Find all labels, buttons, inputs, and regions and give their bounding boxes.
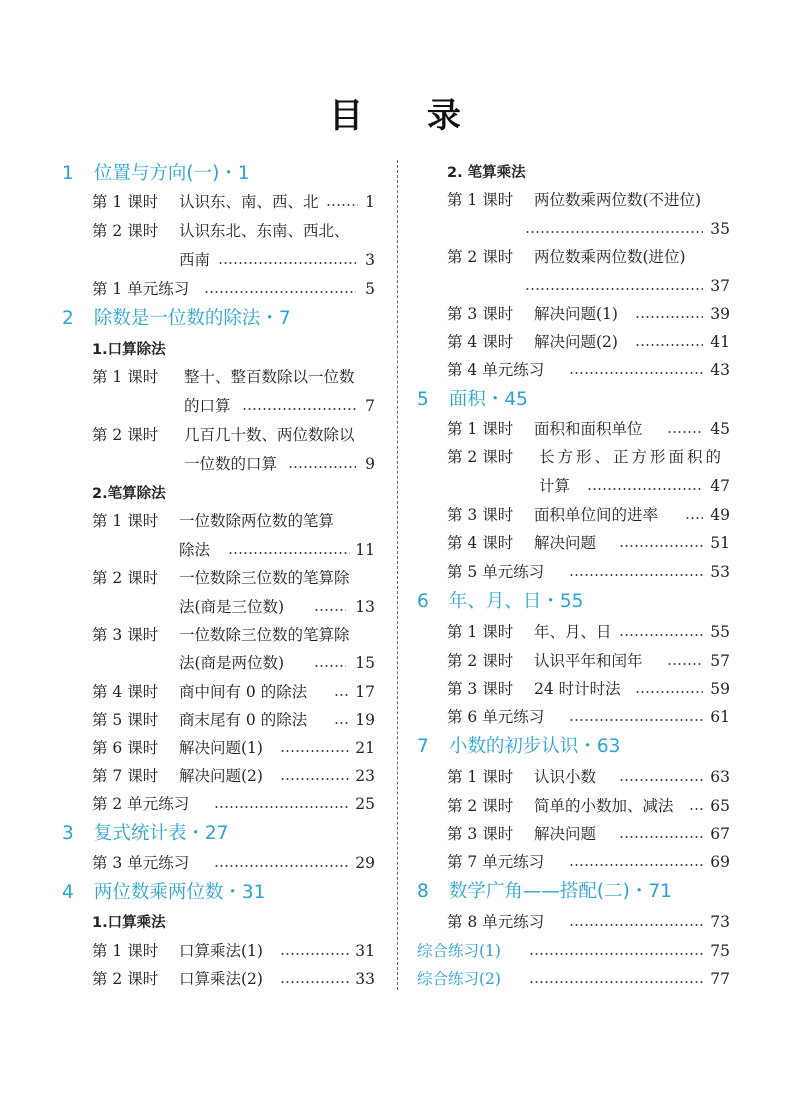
toc-entry-review[interactable] xyxy=(417,940,730,962)
toc-entry[interactable] xyxy=(92,709,375,731)
lesson-label: 第 4 课时 xyxy=(447,333,514,351)
lesson-title: 的口算 xyxy=(184,397,231,415)
leader-dots xyxy=(280,778,350,780)
toc-entry[interactable] xyxy=(92,567,375,589)
exercise-title: 第 6 单元练习 xyxy=(447,708,545,726)
toc-entry[interactable] xyxy=(447,911,730,933)
leader-dots xyxy=(529,981,703,983)
page-number: 75 xyxy=(710,942,730,960)
page-number: 7 xyxy=(365,397,375,415)
toc-entry[interactable] xyxy=(447,678,730,700)
lesson-title: 口算乘法(2) xyxy=(179,970,263,988)
toc-entry[interactable] xyxy=(447,650,730,672)
leader-dots xyxy=(635,691,703,693)
unit-number: 3 xyxy=(62,823,74,844)
lesson-title: 面积单位间的进率 xyxy=(534,506,659,524)
unit-5-heading[interactable] xyxy=(417,388,528,412)
leader-dots xyxy=(569,574,703,576)
page-title: 目 录 xyxy=(329,96,487,136)
toc-entry[interactable] xyxy=(447,621,730,643)
lesson-label: 第 3 课时 xyxy=(447,825,514,843)
toc-entry[interactable] xyxy=(92,737,375,759)
lesson-title: 认识东北、东南、西北、 xyxy=(179,222,350,240)
page-number: 47 xyxy=(710,477,730,495)
page-number: 59 xyxy=(710,680,730,698)
toc-entry[interactable] xyxy=(92,278,375,300)
lesson-label: 第 5 课时 xyxy=(92,711,159,729)
lesson-label: 第 7 课时 xyxy=(92,767,159,785)
page-number: 31 xyxy=(355,942,375,960)
lesson-label: 第 2 课时 xyxy=(447,248,514,266)
leader-dots xyxy=(288,466,356,468)
toc-entry[interactable] xyxy=(447,331,730,353)
toc-entry[interactable] xyxy=(447,246,730,268)
column-divider xyxy=(397,160,398,990)
page-number: 5 xyxy=(365,280,375,298)
unit-number: 4 xyxy=(62,882,74,903)
lesson-title: 几百几十数、两位数除以 xyxy=(184,426,355,444)
lesson-label: 第 1 课时 xyxy=(447,768,514,786)
lesson-title: 一位数除三位数的笔算除 xyxy=(179,569,350,587)
lesson-title: 简单的小数加、减法 xyxy=(534,797,674,815)
exercise-title: 第 1 单元练习 xyxy=(92,280,190,298)
section-heading: 2.笔算除法 xyxy=(92,486,166,502)
unit-title: 年、月、日・55 xyxy=(448,591,584,612)
lesson-title: 认识小数 xyxy=(534,768,597,786)
leader-dots xyxy=(619,634,703,636)
page-number: 3 xyxy=(365,251,375,269)
toc-entry[interactable] xyxy=(92,510,375,532)
lesson-title: 24 时计时法 xyxy=(534,680,621,698)
leader-dots xyxy=(242,408,356,410)
page-number: 19 xyxy=(355,711,375,729)
unit-title: 除数是一位数的除法・7 xyxy=(93,308,291,329)
toc-entry[interactable] xyxy=(92,191,375,213)
leader-dots xyxy=(204,291,356,293)
leader-dots xyxy=(280,953,350,955)
leader-dots xyxy=(667,663,703,665)
unit-number: 6 xyxy=(417,591,429,612)
unit-8-heading[interactable] xyxy=(417,880,672,904)
page-number: 33 xyxy=(355,970,375,988)
lesson-title: 面积和面积单位 xyxy=(534,420,643,438)
page-number: 57 xyxy=(710,652,730,670)
page-number: 73 xyxy=(710,913,730,931)
page-number: 25 xyxy=(355,795,375,813)
leader-dots xyxy=(334,722,348,724)
lesson-title: 解决问题(1) xyxy=(534,305,618,323)
lesson-title: 解决问题(2) xyxy=(534,333,618,351)
toc-entry[interactable] xyxy=(447,418,730,440)
lesson-title: 解决问题 xyxy=(534,534,597,552)
leader-dots xyxy=(334,694,348,696)
unit-number: 1 xyxy=(62,163,74,184)
leader-dots xyxy=(619,779,703,781)
toc-entry-review[interactable] xyxy=(417,968,730,990)
toc-entry[interactable] xyxy=(447,561,730,583)
leader-dots xyxy=(569,372,703,374)
lesson-label: 第 2 课时 xyxy=(92,970,159,988)
toc-entry[interactable] xyxy=(447,766,730,788)
unit-title: 位置与方向(一)・1 xyxy=(93,163,250,184)
leader-dots xyxy=(314,609,346,611)
leader-dots xyxy=(218,262,356,264)
toc-entry[interactable] xyxy=(92,681,375,703)
lesson-title: 解决问题(1) xyxy=(179,739,263,757)
lesson-label: 第 2 课时 xyxy=(92,426,159,444)
lesson-title: 法(商是三位数) xyxy=(179,598,285,616)
exercise-title: 第 7 单元练习 xyxy=(447,853,545,871)
page-number: 13 xyxy=(355,598,375,616)
page-number: 37 xyxy=(710,277,730,295)
toc-entry[interactable] xyxy=(447,851,730,873)
leader-dots xyxy=(228,552,350,554)
leader-dots xyxy=(280,750,350,752)
section-heading: 2. 笔算乘法 xyxy=(447,165,526,181)
lesson-title: 整十、整百数除以一位数 xyxy=(184,368,355,386)
lesson-label: 第 3 课时 xyxy=(92,626,159,644)
lesson-label: 第 1 课时 xyxy=(447,420,514,438)
lesson-label: 第 2 课时 xyxy=(447,797,514,815)
exercise-title: 第 8 单元练习 xyxy=(447,913,545,931)
lesson-title: 一位数除两位数的笔算 xyxy=(179,512,335,530)
lesson-label: 第 6 课时 xyxy=(92,739,159,757)
lesson-title: 解决问题(2) xyxy=(179,767,263,785)
leader-dots xyxy=(214,806,350,808)
page-number: 41 xyxy=(710,333,730,351)
leader-dots xyxy=(525,288,703,290)
lesson-label: 第 3 课时 xyxy=(447,506,514,524)
lesson-label: 第 1 课时 xyxy=(92,368,159,386)
page-number: 49 xyxy=(710,506,730,524)
leader-dots xyxy=(619,836,703,838)
lesson-title: 解决问题 xyxy=(534,825,597,843)
toc-entry[interactable] xyxy=(447,189,730,211)
page-number: 67 xyxy=(710,825,730,843)
review-title: 综合练习(2) xyxy=(417,970,501,988)
page-number: 63 xyxy=(710,768,730,786)
page-number: 23 xyxy=(355,767,375,785)
lesson-label: 第 3 课时 xyxy=(447,680,514,698)
toc-entry[interactable] xyxy=(92,220,375,242)
review-title: 综合练习(1) xyxy=(417,942,501,960)
toc-entry[interactable] xyxy=(447,823,730,845)
lesson-title: 长方形、正方形面积的 xyxy=(539,448,725,466)
lesson-label: 第 2 课时 xyxy=(92,222,159,240)
unit-number: 7 xyxy=(417,736,429,757)
section-heading: 1.口算除法 xyxy=(92,342,166,358)
leader-dots xyxy=(569,924,703,926)
unit-3-heading[interactable] xyxy=(62,822,228,846)
page-number: 39 xyxy=(710,305,730,323)
leader-dots xyxy=(525,231,703,233)
page-number: 51 xyxy=(710,534,730,552)
toc-entry[interactable] xyxy=(447,706,730,728)
exercise-title: 第 4 单元练习 xyxy=(447,361,545,379)
toc-entry[interactable] xyxy=(92,940,375,962)
lesson-label: 第 1 课时 xyxy=(92,942,159,960)
page-number: 9 xyxy=(365,455,375,473)
lesson-title: 西南 xyxy=(179,251,211,269)
page-number: 45 xyxy=(710,420,730,438)
lesson-title: 除法 xyxy=(179,541,211,559)
lesson-title: 一位数除三位数的笔算除 xyxy=(179,626,350,644)
exercise-title: 第 2 单元练习 xyxy=(92,795,190,813)
lesson-label: 第 3 课时 xyxy=(447,305,514,323)
page-number: 17 xyxy=(355,683,375,701)
page-number: 35 xyxy=(710,220,730,238)
page-number: 29 xyxy=(355,854,375,872)
unit-6-heading[interactable] xyxy=(417,590,583,614)
unit-title: 面积・45 xyxy=(448,389,528,410)
unit-number: 2 xyxy=(62,308,74,329)
leader-dots xyxy=(635,316,703,318)
lesson-title: 两位数乘两位数(不进位) xyxy=(534,191,702,209)
leader-dots xyxy=(635,344,703,346)
toc-entry[interactable] xyxy=(92,793,375,815)
exercise-title: 第 3 单元练习 xyxy=(92,854,190,872)
leader-dots xyxy=(529,953,703,955)
page-number: 69 xyxy=(710,853,730,871)
leader-dots xyxy=(569,719,703,721)
toc-entry[interactable] xyxy=(447,359,730,381)
toc-entry[interactable] xyxy=(92,852,375,874)
page-number: 65 xyxy=(710,797,730,815)
lesson-label: 第 2 课时 xyxy=(447,448,514,466)
lesson-label: 第 2 课时 xyxy=(447,652,514,670)
lesson-label: 第 1 课时 xyxy=(92,193,159,211)
lesson-title: 商末尾有 0 的除法 xyxy=(179,711,308,729)
page-number: 53 xyxy=(710,563,730,581)
lesson-title: 年、月、日 xyxy=(534,623,612,641)
unit-4-heading[interactable] xyxy=(62,881,265,905)
unit-2-heading[interactable] xyxy=(62,307,291,331)
lesson-title: 两位数乘两位数(进位) xyxy=(534,248,686,266)
leader-dots xyxy=(667,431,703,433)
page-number: 21 xyxy=(355,739,375,757)
page-number: 77 xyxy=(710,970,730,988)
toc-entry[interactable] xyxy=(447,504,730,526)
toc-entry[interactable] xyxy=(92,765,375,787)
lesson-label: 第 1 课时 xyxy=(92,512,159,530)
unit-number: 8 xyxy=(417,881,429,902)
toc-entry[interactable] xyxy=(447,532,730,554)
leader-dots xyxy=(689,808,703,810)
lesson-title: 认识平年和闰年 xyxy=(534,652,643,670)
unit-7-heading[interactable] xyxy=(417,735,620,759)
lesson-title: 商中间有 0 的除法 xyxy=(179,683,308,701)
leader-dots xyxy=(685,517,703,519)
leader-dots xyxy=(280,981,350,983)
lesson-label: 第 2 课时 xyxy=(92,569,159,587)
leader-dots xyxy=(569,864,703,866)
toc-entry[interactable] xyxy=(92,366,375,388)
unit-title: 复式统计表・27 xyxy=(93,823,229,844)
lesson-label: 第 1 课时 xyxy=(447,623,514,641)
toc-entry[interactable] xyxy=(92,968,375,990)
page-number: 11 xyxy=(355,541,375,559)
unit-number: 5 xyxy=(417,389,429,410)
toc-entry[interactable] xyxy=(92,624,375,646)
unit-title: 小数的初步认识・63 xyxy=(448,736,621,757)
leader-dots xyxy=(214,865,350,867)
unit-title: 数学广角——搭配(二)・71 xyxy=(448,881,672,902)
lesson-label: 第 1 课时 xyxy=(447,191,514,209)
page-number: 55 xyxy=(710,623,730,641)
leader-dots xyxy=(314,665,346,667)
page-number: 1 xyxy=(365,193,375,211)
toc-entry[interactable] xyxy=(447,795,730,817)
unit-1-heading[interactable] xyxy=(62,162,250,186)
lesson-title: 计算 xyxy=(539,477,571,495)
lesson-title: 口算乘法(1) xyxy=(179,942,263,960)
page-number: 43 xyxy=(710,361,730,379)
leader-dots xyxy=(587,488,703,490)
section-heading: 1.口算乘法 xyxy=(92,915,166,931)
toc-entry[interactable] xyxy=(447,303,730,325)
lesson-title: 一位数的口算 xyxy=(184,455,278,473)
page-number: 15 xyxy=(355,654,375,672)
lesson-label: 第 4 课时 xyxy=(92,683,159,701)
exercise-title: 第 5 单元练习 xyxy=(447,563,545,581)
lesson-title: 法(商是两位数) xyxy=(179,654,285,672)
lesson-label: 第 4 课时 xyxy=(447,534,514,552)
leader-dots xyxy=(326,204,358,206)
unit-title: 两位数乘两位数・31 xyxy=(93,882,266,903)
leader-dots xyxy=(619,545,703,547)
lesson-title: 认识东、南、西、北 xyxy=(179,193,319,211)
page-number: 61 xyxy=(710,708,730,726)
toc-entry[interactable] xyxy=(92,424,375,446)
toc-entry[interactable] xyxy=(447,446,730,468)
